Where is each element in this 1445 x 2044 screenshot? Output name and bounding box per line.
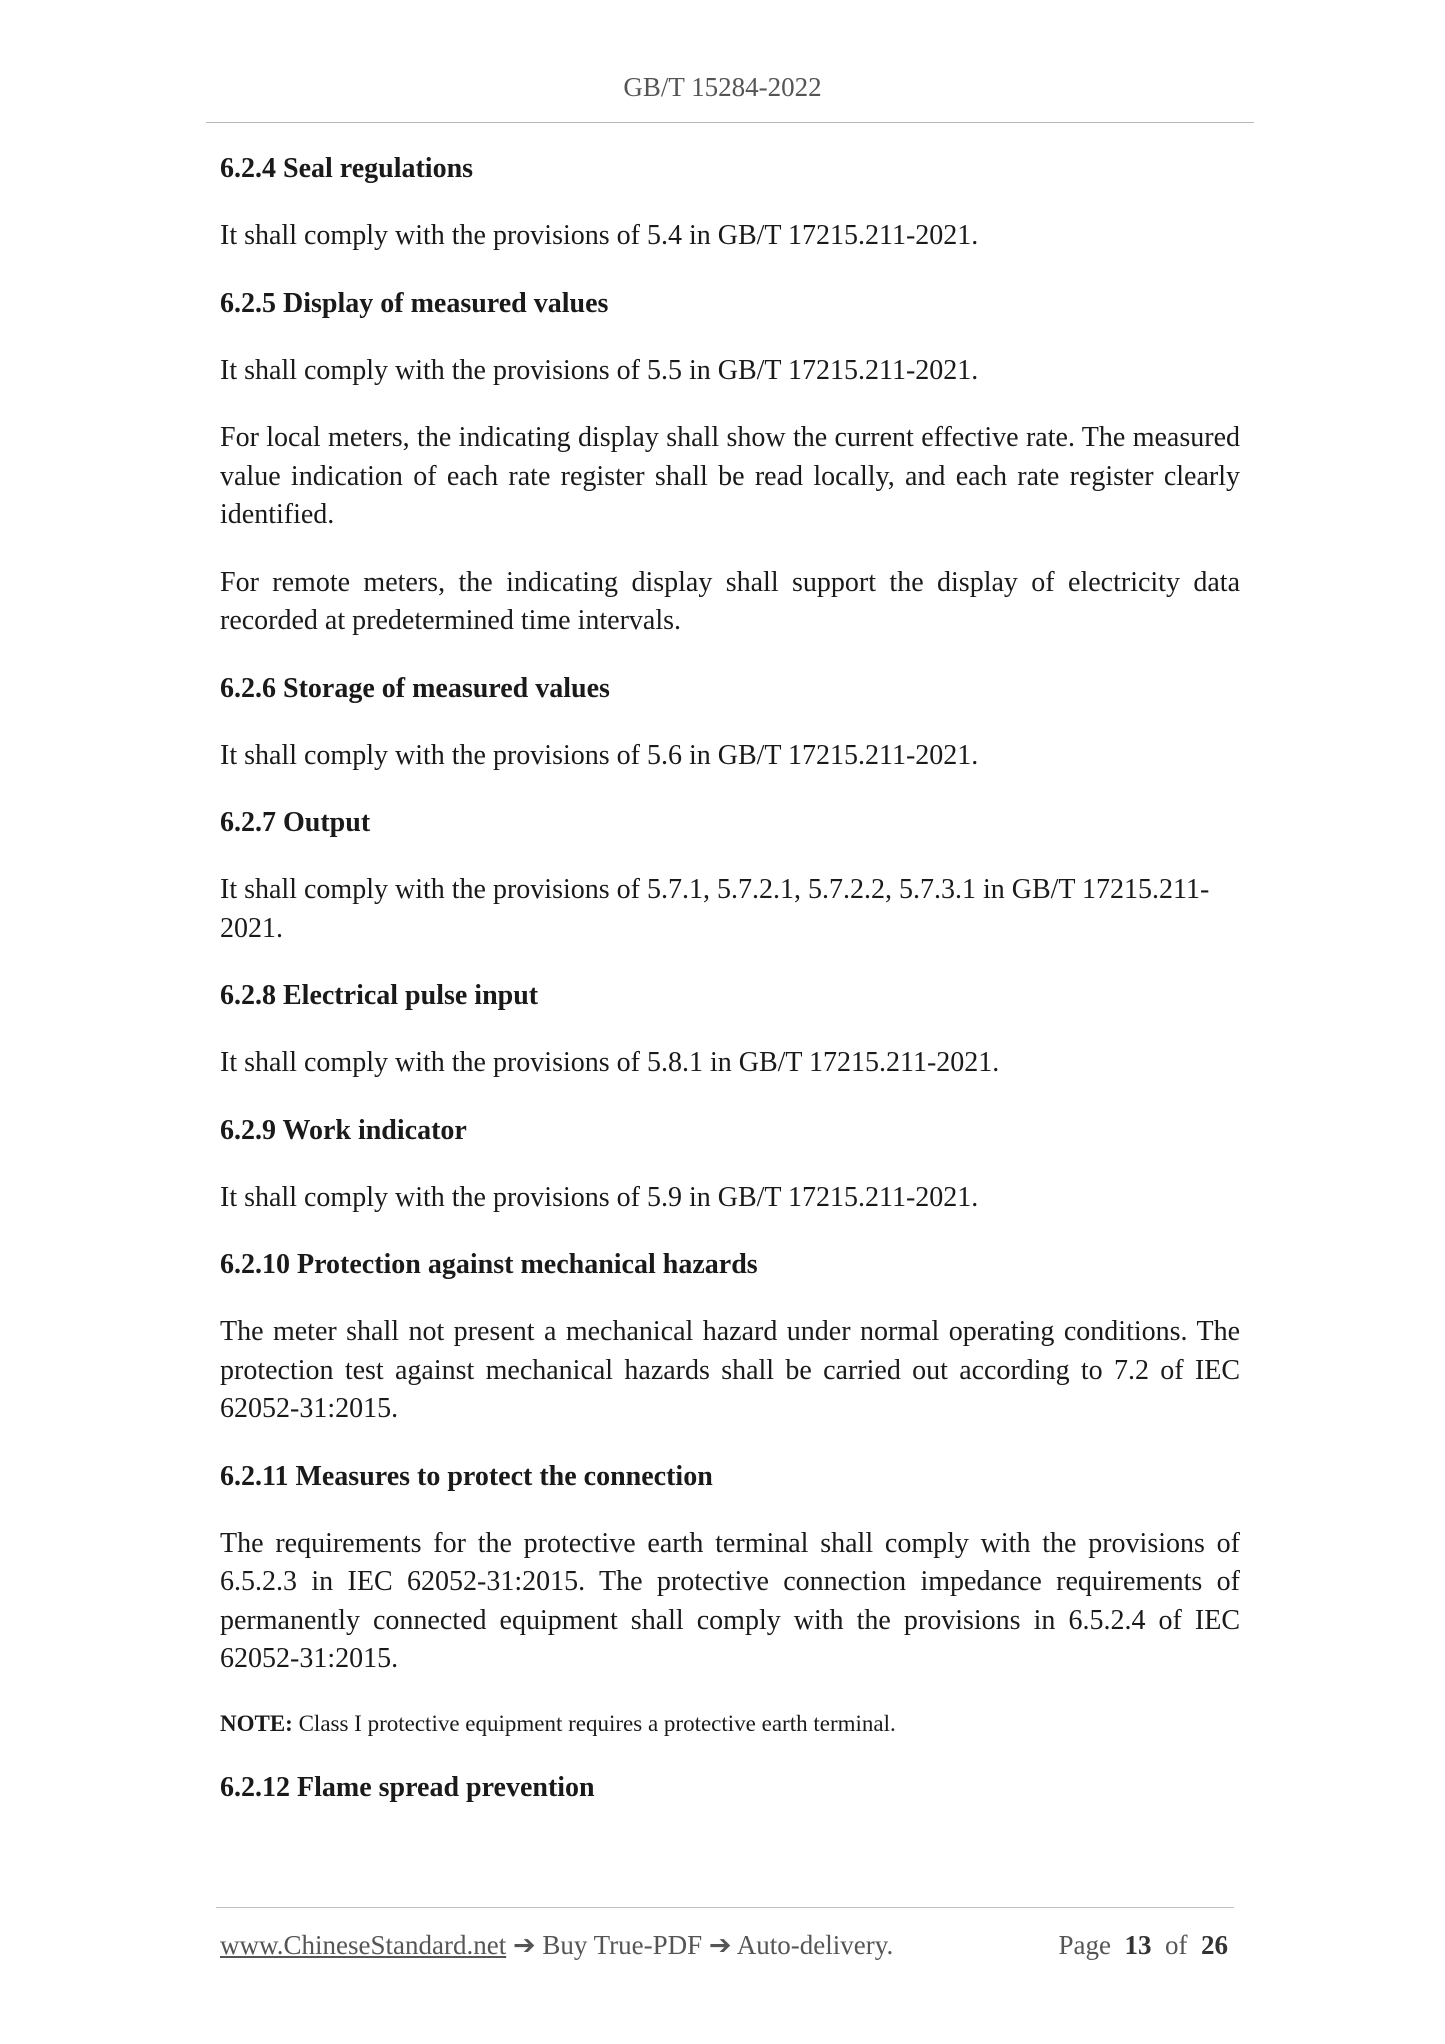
- section-heading: 6.2.9 Work indicator: [220, 1114, 467, 1146]
- footer-divider: [216, 1907, 1234, 1908]
- arrow-right-icon: ➔: [708, 1930, 732, 1960]
- document-header: GB/T 15284-2022: [623, 72, 822, 102]
- paragraph: It shall comply with the provisions of 5.9 in GB/T 17215.211-2021.: [220, 1181, 979, 1213]
- paragraph: For local meters, the indicating display shall show the current effective rate. The measured value indication of each rate register shall be read locally, and each rate register clearly identified.: [220, 422, 1240, 530]
- delivery-text: Auto-delivery.: [736, 1930, 894, 1960]
- page-current: 13: [1124, 1930, 1152, 1960]
- section-heading: 6.2.12 Flame spread prevention: [220, 1771, 595, 1803]
- section-heading: 6.2.7 Output: [220, 807, 371, 838]
- buy-text: Buy True-PDF: [542, 1930, 703, 1960]
- document-body: [220, 150, 1240, 1807]
- footer-promo: [220, 1930, 893, 1961]
- paragraph: It shall comply with the provisions of 5.7.1, 5.7.2.1, 5.7.2.2, 5.7.3.1 in GB/T 17215.211-2021.: [220, 874, 1210, 944]
- section-heading: 6.2.11 Measures to protect the connection: [220, 1460, 713, 1492]
- section-heading: 6.2.4 Seal regulations: [220, 153, 474, 184]
- paragraph: It shall comply with the provisions of 5.4 in GB/T 17215.211-2021.: [220, 220, 979, 251]
- section-heading: 6.2.5 Display of measured values: [220, 287, 609, 319]
- header-divider: [206, 122, 1254, 123]
- note-label: NOTE:: [220, 1710, 293, 1736]
- paragraph: The requirements for the protective earth terminal shall comply with the provisions of 6.5.2.3 in IEC 62052-31:2015. The protective connection impedance requirements of permanently connected equipment shall comply with the provisions in 6.5.2.4 of IEC 62052-31:2015.: [220, 1527, 1240, 1674]
- paragraph: The meter shall not present a mechanical hazard under normal operating conditions. The protection test against mechanical hazards shall be carried out according to 7.2 of IEC 62052-31:2015.: [220, 1316, 1240, 1424]
- paragraph: It shall comply with the provisions of 5.6 in GB/T 17215.211-2021.: [220, 739, 979, 771]
- note-text: Class I protective equipment requires a protective earth terminal.: [292, 1710, 896, 1736]
- section-heading: 6.2.6 Storage of measured values: [220, 672, 610, 704]
- website-link[interactable]: www.ChineseStandard.net: [220, 1930, 507, 1960]
- page-indicator: [1059, 1930, 1228, 1961]
- paragraph: It shall comply with the provisions of 5.5 in GB/T 17215.211-2021.: [220, 354, 979, 386]
- section-heading: 6.2.8 Electrical pulse input: [220, 980, 539, 1011]
- paragraph: It shall comply with the provisions of 5.8.1 in GB/T 17215.211-2021.: [220, 1047, 1000, 1078]
- arrow-right-icon: ➔: [512, 1930, 536, 1960]
- of-label: of: [1165, 1930, 1188, 1960]
- page-total: 26: [1201, 1930, 1228, 1960]
- paragraph: For remote meters, the indicating display shall support the display of electricity data recorded at predetermined time intervals.: [220, 566, 1240, 636]
- page-label: Page: [1058, 1930, 1111, 1960]
- note: [220, 1708, 1240, 1740]
- section-heading: 6.2.10 Protection against mechanical hazards: [220, 1249, 758, 1280]
